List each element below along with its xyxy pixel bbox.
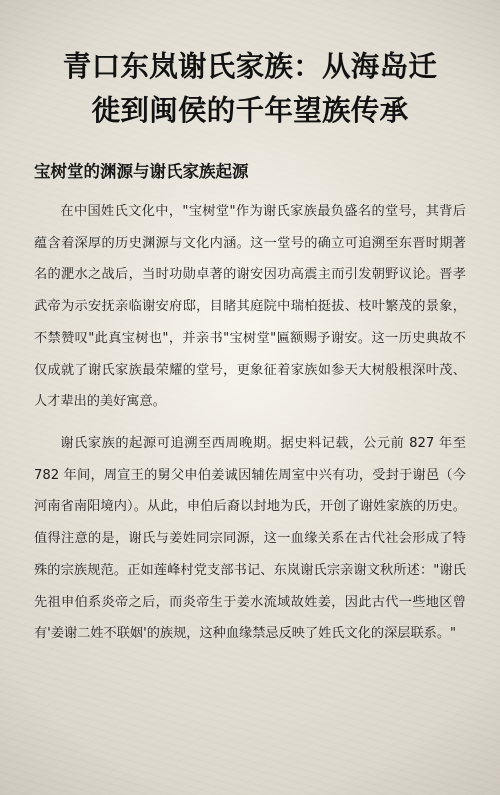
body-paragraph-2: 谢氏家族的起源可追溯至西周晚期。据史料记载，公元前 827 年至 782 年间，周宣王的舅父申伯姜诚因辅佐周室中兴有功，受封于谢邑（今河南省南阳境内）。从此，申伯后裔以封地为氏，开创了谢姓家族的历史。值得注意的是，谢氏与姜姓同宗同源，这一血缘关系在古代社会形成了特殊的宗族规范。正如莲峰村党支部书记、东岚谢氏宗亲谢文秋所述："谢氏先祖申伯系炎帝之后，而炎帝生于姜水流域故姓姜，因此古代一些地区曾有'姜谢二姓不联姻'的族规，这种血缘禁忌反映了姓氏文化的深层联系。" [34,436,466,642]
article-title-line-1: 青口东岚谢氏家族：从海岛迁 [62,50,438,83]
body-paragraph-1: 在中国姓氏文化中，"宝树堂"作为谢氏家族最负盛名的堂号，其背后蕴含着深厚的历史渊源与文化内涵。这一堂号的确立可追溯至东晋时期著名的淝水之战后，当时功勋卓著的谢安因功高震主而引发朝野议论。晋孝武帝为示安抚亲临谢安府邸，目睹其庭院中瑞柏挺拔、枝叶繁茂的景象，不禁赞叹"此真宝树也"，并亲书"宝树堂"匾额赐予谢安。这一历史典故不仅成就了谢氏家族最荣耀的堂号，更象征着家族如参天大树般根深叶茂、人才辈出的美好寓意。 [34,204,466,410]
article-title-line-2: 徙到闽侯的千年望族传承 [91,94,409,127]
article-title [20,45,480,133]
section-heading: 宝树堂的渊源与谢氏家族起源 [34,162,249,181]
